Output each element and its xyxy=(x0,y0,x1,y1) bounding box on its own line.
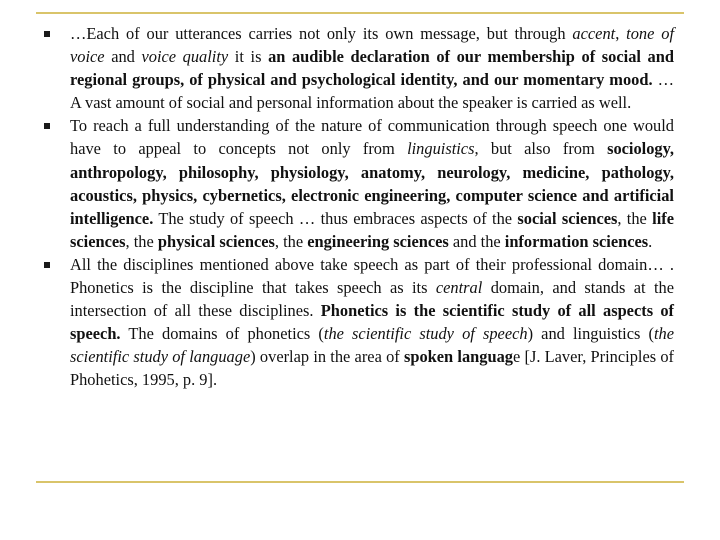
text-run: it is xyxy=(228,47,269,67)
bold-text: sociology, anthropology, philosophy, physiology, anatomy, neurology, medicine, pathology, acoustics, physics, cybernetics, electronic engineering, computer science and artificial intelligence. xyxy=(70,139,674,228)
bold-text: information sciences xyxy=(504,231,649,251)
text-run: and the xyxy=(448,231,505,251)
text-run: … A vast amount of social and personal information about the speaker is carried as well. xyxy=(70,70,674,113)
square-bullet-icon xyxy=(44,123,50,129)
italic-text: central xyxy=(435,278,483,298)
bold-text: life sciences xyxy=(70,208,674,251)
bullet-item-2 xyxy=(44,114,674,253)
italic-text: the scientific study of speech xyxy=(323,324,528,344)
text-run: and xyxy=(104,47,142,67)
text-run: , the xyxy=(617,208,653,228)
text-run: , but also from xyxy=(474,139,608,159)
square-bullet-icon xyxy=(44,31,50,37)
italic-text: tone of voice xyxy=(70,24,674,67)
text-run: ) and linguistics ( xyxy=(527,324,654,344)
italic-text: accent xyxy=(572,24,616,43)
text-run: , xyxy=(615,24,627,43)
bold-text: physical sciences xyxy=(157,231,275,251)
bold-text: Phonetics is the scientific study of all aspects of speech. xyxy=(70,301,675,344)
text-run: e [J. Laver, Principles of Phohetics, 1995, p. 9]. xyxy=(70,347,674,390)
bold-text: social sciences xyxy=(517,208,618,228)
text-run: . xyxy=(648,231,653,251)
bullet-text-1 xyxy=(70,22,674,114)
text-run: ) overlap in the area of xyxy=(250,347,404,367)
bullet-item-1 xyxy=(44,22,674,114)
text-run: The domains of phonetics ( xyxy=(120,324,324,344)
bold-text: spoken languag xyxy=(403,347,513,367)
text-run: , the xyxy=(125,231,158,251)
italic-text: the scientific study of language xyxy=(70,324,674,367)
top-divider xyxy=(36,12,684,14)
text-run: To reach a full understanding of the nature of communication through speech one would have to appeal to concepts not only from xyxy=(70,116,674,159)
bold-text: an audible declaration of our membership of social and regional groups, of physical and psychological identity, and our momentary mood. xyxy=(70,47,674,90)
bullet-text-2 xyxy=(70,114,674,253)
bottom-divider xyxy=(36,481,684,483)
bullet-list xyxy=(44,22,674,392)
italic-text: voice quality xyxy=(141,47,229,67)
bullet-item-3 xyxy=(44,253,674,392)
text-run: …Each of our utterances carries not only its own message, but through xyxy=(70,24,573,43)
bold-text: engineering sciences xyxy=(307,231,449,251)
italic-text: linguistics xyxy=(407,139,475,159)
text-run: The study of speech … thus embraces aspects of the xyxy=(153,208,518,228)
text-run: , the xyxy=(274,231,308,251)
square-bullet-icon xyxy=(44,262,50,268)
text-run: domain, and stands at the intersection of all these disciplines. xyxy=(70,278,674,321)
bullet-text-3 xyxy=(70,253,674,392)
text-run: All the disciplines mentioned above take speech as part of their professional domain… . Phonetics is the discipline that takes speech as its xyxy=(70,254,674,298)
